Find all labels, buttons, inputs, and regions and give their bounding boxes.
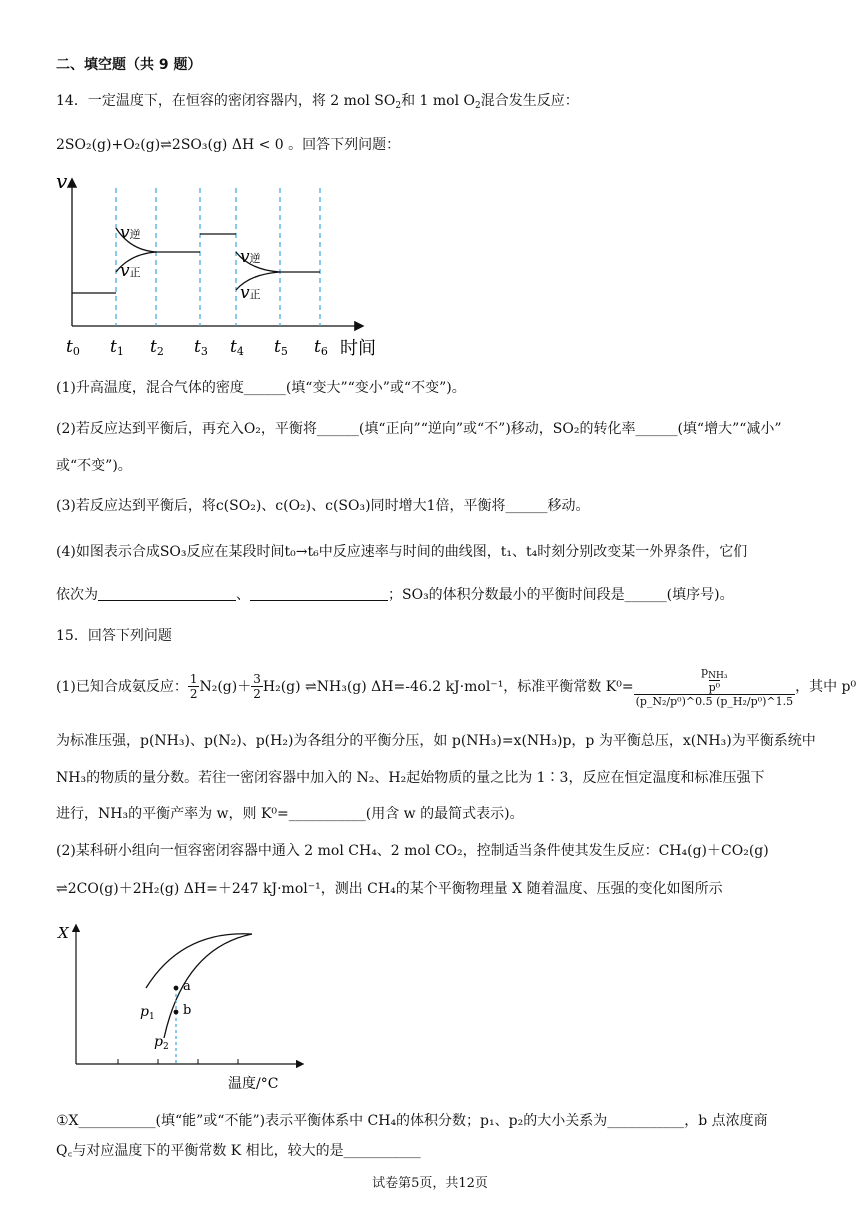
q14-part2b: 或“不变”)。 (56, 458, 132, 474)
section-title: 二、填空题（共 9 题） (56, 57, 202, 73)
answer-blank-2[interactable] (250, 586, 388, 601)
svg-text:b: b (183, 1003, 192, 1018)
q15-part1-line4: 进行，NH₃的平衡产率为 w，则 K⁰=___________(用含 w 的最简式表示)。 (56, 806, 524, 822)
time-tick-label: t1 (110, 337, 124, 358)
v-ni-label-2: v逆 (240, 247, 261, 267)
time-tick-label: t2 (150, 337, 164, 358)
q15-part1-line2: 为标准压强，p(NH₃)、p(N₂)、p(H₂)为各组分的平衡分压，如 p(NH₃)=x(NH₃)p，p 为平衡总压，x(NH₃)为平衡系统中 (56, 733, 816, 749)
q14-intro: 14．一定温度下，在恒容的密闭容器内，将 2 mol $SO_2$和 1 mol $O_2$混合发生反应： (56, 93, 579, 111)
half-fraction: $\frac{1}{2}$ (189, 671, 198, 701)
q14-part3: (3)若反应达到平衡后，将c(SO₂)、c(O₂)、c(SO₃)同时增大1倍，平衡将______移动。 (56, 498, 590, 514)
p1-label: $p_1$ (140, 1004, 155, 1022)
x-axis-label: 时间 (340, 338, 376, 359)
page-footer: 试卷第5页，共12页 (372, 1176, 488, 1191)
time-tick-label: t0 (66, 337, 80, 358)
q15-part2-line2: ⇌2CO(g)＋2H₂(g) ΔH=＋247 kJ·mol⁻¹，测出 CH₄的某个平衡物理量 X 随着温度、压强的变化如图所示 (56, 881, 723, 897)
time-tick-label: t3 (194, 337, 208, 358)
q15-title: 15．回答下列问题 (56, 628, 172, 644)
q14-equation: 2SO₂(g)+O₂(g)⇌2SO₃(g) ΔH < 0 。回答下列问题： (56, 137, 401, 153)
k-fraction: $p_{NH_3}$ p⁰ (p_N₂/p⁰)^0.5 (p_H₂/p⁰)^1.5 (635, 664, 794, 708)
q15-part1-line3: NH₃的物质的量分数。若往一密闭容器中加入的 N₂、H₂起始物质的量之比为 1∶3，反应在恒定温度和标准压强下 (56, 770, 765, 786)
v-zheng-label-2: v正 (240, 283, 261, 303)
q15-part2-line1: (2)某科研小组向一恒容密闭容器中通入 2 mol CH₄、2 mol CO₂，控制适当条件使其发生反应：CH₄(g)＋CO₂(g) (56, 843, 769, 859)
graph2-x-label: 温度/°C (228, 1076, 279, 1092)
graph2-y-label: X (58, 924, 69, 942)
p2-label: $p_2$ (154, 1034, 169, 1052)
q14-part4a: (4)如图表示合成SO₃反应在某段时间t₀→t₆中反应速率与时间的曲线图，t₁、t₄时刻分别改变某一外界条件，它们 (56, 544, 748, 560)
v-zheng-label: v正 (120, 261, 141, 281)
q15-part2-line3: ①X___________(填“能”或“不能”)表示平衡体系中 CH₄的体积分数；p₁、p₂的大小关系为___________，b 点浓度商 (56, 1113, 768, 1129)
q14-part2a: (2)若反应达到平衡后，再充入O₂，平衡将______(填“正向”“逆向”或“不”)移动，SO₂的转化率______(填“增大”“减小” (56, 421, 782, 437)
answer-blank-1[interactable] (98, 586, 236, 601)
curve-p1 (146, 934, 252, 988)
svg-text:a: a (183, 979, 191, 994)
q15-part1-line1: (1)已知合成氨反应： $\frac{1}{2}$ N₂(g)＋ $\frac{3}{2}$ H₂(g) ⇌NH₃(g) ΔH=-46.2 kJ·mol⁻¹，标准平衡常数 K⁰= $p_{NH_3}$ p⁰ (p_N₂/p⁰)^0.5 (p_H₂/p⁰)^1.5 ，其中 p⁰ (56, 664, 857, 708)
y-axis-label: v (56, 169, 68, 193)
v-ni-label: v逆 (120, 223, 141, 243)
time-tick-label: t4 (230, 337, 244, 358)
three-half-fraction: $\frac{3}{2}$ (253, 671, 261, 701)
rate-time-graph (50, 166, 390, 362)
q14-part4b: 依次为 、 ；SO₃的体积分数最小的平衡时间段是______(填序号)。 (56, 587, 734, 603)
q14-part1: (1)升高温度，混合气体的密度______(填“变大”“变小”或“不变”)。 (56, 380, 466, 396)
time-tick-label: t6 (314, 337, 328, 358)
time-tick-label: t5 (274, 337, 288, 358)
q15-part2-line4: Q꜀与对应温度下的平衡常数 K 相比，较大的是___________ (56, 1143, 421, 1159)
x-temperature-graph (52, 918, 312, 1096)
